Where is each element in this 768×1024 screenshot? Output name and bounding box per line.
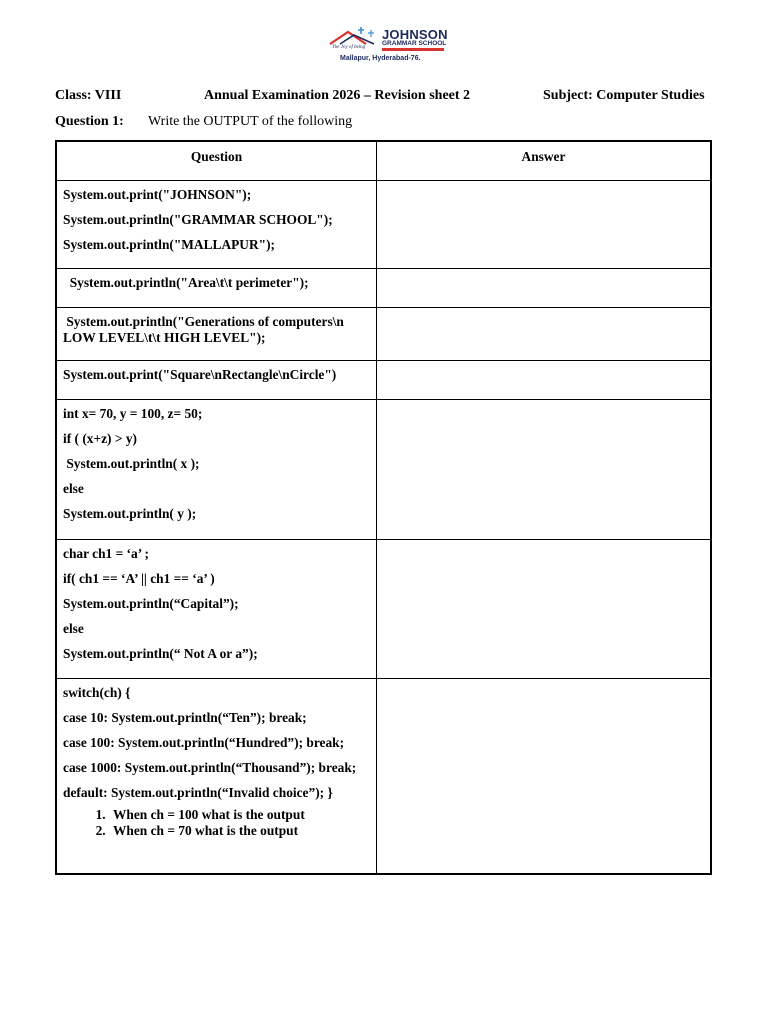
table-row bbox=[56, 308, 711, 361]
subject-label: Subject: Computer Studies bbox=[543, 88, 705, 103]
code-line: switch(ch) { bbox=[63, 685, 131, 700]
answer-cell[interactable] bbox=[377, 679, 712, 874]
header-answer: Answer bbox=[377, 141, 712, 181]
school-logo bbox=[328, 26, 448, 66]
code-line: int x= 70, y = 100, z= 50; bbox=[63, 406, 203, 421]
sub-question: 1. When ch = 100 what is the output bbox=[109, 807, 370, 823]
code-line: if ( (x+z) > y) bbox=[63, 431, 138, 446]
answer-cell[interactable] bbox=[377, 308, 712, 361]
table-row bbox=[56, 540, 711, 679]
table-row bbox=[56, 181, 711, 269]
code-line: System.out.println("MALLAPUR"); bbox=[63, 237, 276, 252]
school-subtitle: GRAMMAR SCHOOL bbox=[382, 40, 447, 47]
question-instruction: Write the OUTPUT of the following bbox=[148, 114, 353, 129]
code-line: System.out.println("Area\t\t perimeter"); bbox=[63, 275, 309, 290]
code-line: else bbox=[63, 481, 84, 496]
code-line: System.out.println(“Capital”); bbox=[63, 596, 239, 611]
code-line: System.out.println( y ); bbox=[63, 506, 197, 521]
school-tagline: The Joy of being bbox=[332, 45, 366, 50]
answer-cell[interactable] bbox=[377, 361, 712, 400]
answer-cell[interactable] bbox=[377, 269, 712, 308]
table-row bbox=[56, 269, 711, 308]
code-line: System.out.print("JOHNSON"); bbox=[63, 187, 252, 202]
answer-cell[interactable] bbox=[377, 400, 712, 540]
code-line: System.out.println("GRAMMAR SCHOOL"); bbox=[63, 212, 333, 227]
code-line: System.out.print("Square\nRectangle\nCircle") bbox=[63, 367, 337, 382]
code-line: case 100: System.out.println(“Hundred”); break; bbox=[63, 735, 345, 750]
question-cell bbox=[56, 540, 377, 679]
sub-question: 2. When ch = 70 what is the output bbox=[109, 823, 370, 839]
code-line: case 1000: System.out.println(“Thousand”); break; bbox=[63, 760, 357, 775]
question-cell bbox=[56, 269, 377, 308]
table-row bbox=[56, 400, 711, 540]
sub-question-list bbox=[63, 807, 370, 839]
code-line: case 10: System.out.println(“Ten”); break; bbox=[63, 710, 307, 725]
table-row bbox=[56, 679, 711, 874]
question-answer-table bbox=[55, 140, 712, 875]
school-location: Mallapur, Hyderabad-76. bbox=[340, 55, 421, 62]
code-line: char ch1 = ‘a’ ; bbox=[63, 546, 149, 561]
header-question: Question bbox=[56, 141, 377, 181]
question-cell bbox=[56, 361, 377, 400]
code-line: System.out.println(“ Not A or a”); bbox=[63, 646, 258, 661]
code-line: System.out.println( x ); bbox=[63, 456, 200, 471]
answer-cell[interactable] bbox=[377, 181, 712, 269]
class-label: Class: VIII bbox=[55, 88, 122, 103]
code-line: System.out.println("Generations of computers\n LOW LEVEL\t\t HIGH LEVEL"); bbox=[63, 314, 348, 345]
school-name: JOHNSON bbox=[382, 27, 448, 42]
logo-stripe bbox=[382, 48, 444, 51]
answer-cell[interactable] bbox=[377, 540, 712, 679]
code-line: else bbox=[63, 621, 84, 636]
question-cell bbox=[56, 400, 377, 540]
code-line: if( ch1 == ‘A’ || ch1 == ‘a’ ) bbox=[63, 571, 215, 586]
exam-title: Annual Examination 2026 – Revision sheet 2 bbox=[204, 88, 471, 103]
question-cell bbox=[56, 308, 377, 361]
question-cell bbox=[56, 679, 377, 874]
question-number: Question 1: bbox=[55, 114, 124, 129]
table-header-row bbox=[56, 141, 711, 181]
table-row bbox=[56, 361, 711, 400]
question-cell bbox=[56, 181, 377, 269]
code-line: default: System.out.println(“Invalid choice”); } bbox=[63, 785, 333, 800]
